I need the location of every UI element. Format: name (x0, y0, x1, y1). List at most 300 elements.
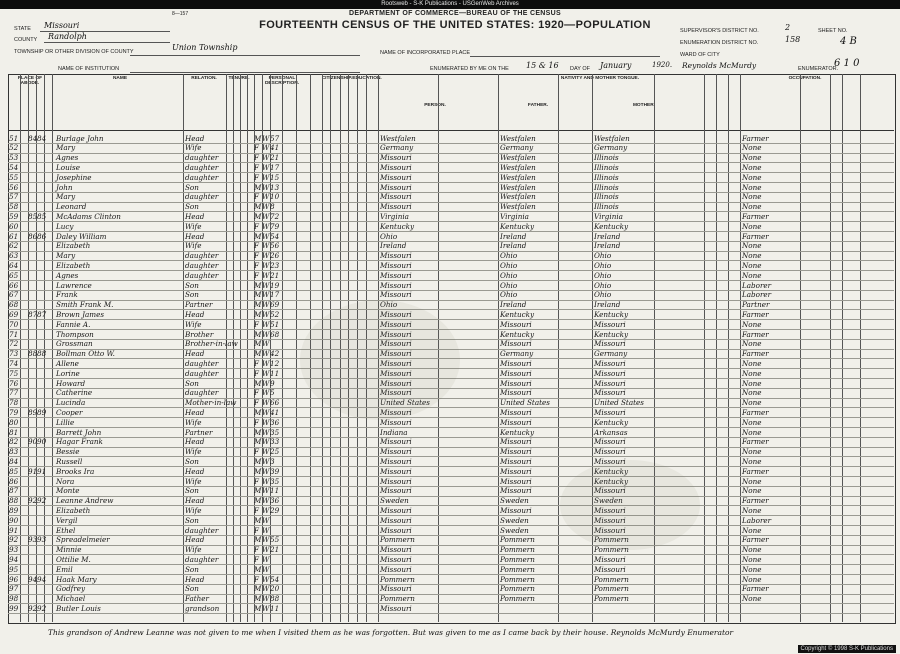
relation: Wife (185, 476, 202, 486)
father-birthplace: United States (500, 398, 550, 408)
race: W (262, 564, 270, 574)
person-name: Allene (56, 358, 79, 368)
person-name: Vergil (56, 515, 78, 525)
occupation: Farmer (742, 211, 769, 221)
mother-birthplace: Missouri (594, 554, 626, 564)
age: 17 (270, 290, 280, 300)
sex: M (254, 535, 262, 545)
father-birthplace: Pommern (500, 535, 535, 545)
row-number: 77 (9, 388, 19, 398)
sex: M (254, 378, 262, 388)
row-number: 58 (9, 202, 19, 212)
birthplace: Missouri (380, 260, 412, 270)
row-number: 99 (9, 603, 19, 613)
relation: daughter (185, 172, 219, 182)
sex: M (254, 603, 262, 613)
race: W (262, 162, 270, 172)
race: W (262, 407, 270, 417)
birthplace: Missouri (380, 417, 412, 427)
row-number: 66 (9, 280, 19, 290)
age: 23 (270, 260, 280, 270)
race: W (262, 378, 270, 388)
father-birthplace: Missouri (500, 486, 532, 496)
occupation: Farmer (742, 496, 769, 506)
col-place-of-abode: PLACE OF ABODE. (17, 76, 43, 86)
relation: Head (185, 309, 205, 319)
occupation: None (742, 172, 762, 182)
sex: M (254, 486, 262, 496)
relation: Head (185, 437, 205, 447)
father-birthplace: Missouri (500, 319, 532, 329)
sex: F (254, 398, 259, 408)
relation: Head (185, 231, 205, 241)
mother-birthplace: Missouri (594, 456, 626, 466)
mother-birthplace: Missouri (594, 339, 626, 349)
age: 19 (270, 280, 280, 290)
person-name: Monte (56, 486, 80, 496)
age: 3 (270, 456, 275, 466)
birthplace: Ohio (380, 231, 398, 241)
age: 25 (270, 447, 280, 457)
col-nativity: NATIVITY AND MOTHER TONGUE. (560, 76, 640, 81)
occupation: Farmer (742, 466, 769, 476)
sex: F (254, 221, 259, 231)
mother-birthplace: Missouri (594, 388, 626, 398)
mother-birthplace: Pommern (594, 594, 629, 604)
row-number: 57 (9, 192, 19, 202)
family-number: 92 (37, 603, 47, 613)
person-name: Lucinda (56, 398, 86, 408)
person-name: John (56, 182, 73, 192)
occupation: None (742, 143, 762, 153)
race: W (262, 339, 270, 349)
supervisor-label: SUPERVISOR'S DISTRICT NO. (680, 28, 759, 34)
mother-birthplace: Illinois (594, 153, 619, 163)
age: 88 (270, 594, 280, 604)
relation: Son (185, 182, 199, 192)
age: 21 (270, 270, 280, 280)
race: W (262, 319, 270, 329)
father-birthplace: Germany (500, 143, 534, 153)
birthplace: Missouri (380, 515, 412, 525)
mother-birthplace: Kentucky (594, 329, 629, 339)
occupation: None (742, 319, 762, 329)
col-tenure: TENURE. (228, 76, 250, 81)
mother-birthplace: Ohio (594, 260, 612, 270)
occupation: None (742, 447, 762, 457)
relation: Father (185, 594, 209, 604)
person-name: Burlage John (56, 133, 104, 143)
relation: Wife (185, 319, 202, 329)
row-number: 91 (9, 525, 19, 535)
family-number: 90 (37, 437, 47, 447)
race: W (262, 398, 270, 408)
row-number: 90 (9, 515, 19, 525)
relation: daughter (185, 192, 219, 202)
dwelling-number: 92 (28, 603, 38, 613)
birthplace: Missouri (380, 290, 412, 300)
father-birthplace: Germany (500, 349, 534, 359)
row-number: 54 (9, 162, 19, 172)
row-number: 69 (9, 309, 19, 319)
race: W (262, 584, 270, 594)
occupation: None (742, 202, 762, 212)
sex: M (254, 437, 262, 447)
person-name: Haak Mary (56, 574, 97, 584)
year-value: 1920. (652, 61, 673, 69)
age: 36 (270, 417, 280, 427)
birthplace: Missouri (380, 329, 412, 339)
person-name: Michael (56, 594, 86, 604)
sex: F (254, 270, 259, 280)
sex: F (254, 525, 259, 535)
person-name: Emil (56, 564, 73, 574)
enumerator-label: ENUMERATOR. (798, 66, 839, 72)
sex: F (254, 554, 259, 564)
father-birthplace: Missouri (500, 388, 532, 398)
race: W (262, 496, 270, 506)
occupation: Laborer (742, 290, 772, 300)
father-birthplace: Missouri (500, 407, 532, 417)
occupation: None (742, 417, 762, 427)
mother-birthplace: Missouri (594, 378, 626, 388)
county-value: Randolph (48, 32, 87, 41)
mother-birthplace: Germany (594, 143, 628, 153)
occupation: None (742, 545, 762, 555)
relation: daughter (185, 525, 219, 535)
age: 21 (270, 153, 280, 163)
mother-birthplace: Arkansas (594, 427, 628, 437)
relation: grandson (185, 603, 220, 613)
person-name: Barrett John (56, 427, 102, 437)
birthplace: Missouri (380, 319, 412, 329)
row-number: 98 (9, 594, 19, 604)
occupation: None (742, 182, 762, 192)
race: W (262, 466, 270, 476)
person-name: Elizabeth (56, 505, 91, 515)
month-value: January (600, 61, 632, 70)
relation: Head (185, 574, 205, 584)
row-number: 71 (9, 329, 19, 339)
age: 72 (270, 211, 280, 221)
sex: M (254, 329, 262, 339)
age: 20 (270, 584, 280, 594)
mother-birthplace: Kentucky (594, 309, 629, 319)
relation: Son (185, 515, 199, 525)
dwelling-number: 93 (28, 535, 38, 545)
occupation: Partner (742, 300, 770, 310)
occupation: None (742, 270, 762, 280)
row-number: 82 (9, 437, 19, 447)
age: 79 (270, 221, 280, 231)
row-number: 70 (9, 319, 19, 329)
family-number: 89 (37, 407, 47, 417)
mother-birthplace: Missouri (594, 437, 626, 447)
row-number: 56 (9, 182, 19, 192)
race: W (262, 231, 270, 241)
family-number: 86 (37, 231, 47, 241)
county-label: COUNTY (14, 37, 38, 43)
township-value: Union Township (172, 43, 238, 52)
person-name: Agnes (56, 153, 79, 163)
row-number: 76 (9, 378, 19, 388)
occupation: None (742, 427, 762, 437)
age: 26 (270, 251, 280, 261)
birthplace: Missouri (380, 358, 412, 368)
incorporated-label: NAME OF INCORPORATED PLACE (380, 50, 471, 56)
family-number: 87 (37, 309, 47, 319)
relation: Head (185, 407, 205, 417)
row-number: 67 (9, 290, 19, 300)
occupation: None (742, 241, 762, 251)
person-name: Frank (56, 290, 78, 300)
occupation: None (742, 378, 762, 388)
race: W (262, 202, 270, 212)
birthplace: Germany (380, 143, 414, 153)
row-number: 65 (9, 270, 19, 280)
father-birthplace: Missouri (500, 447, 532, 457)
race: W (262, 143, 270, 153)
occupation: None (742, 505, 762, 515)
age: 5 (270, 388, 275, 398)
person-name: Brown James (56, 309, 105, 319)
relation: Head (185, 349, 205, 359)
birthplace: Missouri (380, 407, 412, 417)
person-name: Leonard (56, 202, 87, 212)
person-name: Daley William (56, 231, 107, 241)
supervisor-value: 2 (785, 23, 791, 32)
mother-birthplace: Ireland (594, 300, 621, 310)
father-birthplace: Pommern (500, 584, 535, 594)
age: 66 (270, 398, 280, 408)
person-name: Cooper (56, 407, 83, 417)
occupation: None (742, 398, 762, 408)
birthplace: Missouri (380, 603, 412, 613)
birthplace: Missouri (380, 280, 412, 290)
sex: F (254, 368, 259, 378)
sheet-value: 4 B (840, 36, 857, 47)
age: 9 (270, 378, 275, 388)
age: 52 (270, 309, 280, 319)
row-number: 61 (9, 231, 19, 241)
race: W (262, 447, 270, 457)
dwelling-number: 88 (28, 349, 38, 359)
row-number: 60 (9, 221, 19, 231)
race: W (262, 554, 270, 564)
race: W (262, 329, 270, 339)
row-number: 87 (9, 486, 19, 496)
sex: M (254, 456, 262, 466)
mother-birthplace: Ohio (594, 280, 612, 290)
birthplace: Missouri (380, 172, 412, 182)
mother-birthplace: Kentucky (594, 476, 629, 486)
sex: F (254, 260, 259, 270)
relation: Brother (185, 329, 214, 339)
relation: daughter (185, 368, 219, 378)
occupation: Farmer (742, 349, 769, 359)
mother-birthplace: Missouri (594, 505, 626, 515)
father-birthplace: Kentucky (500, 329, 535, 339)
row-rule (8, 613, 894, 614)
col-citizenship: CITIZENSHIP. (321, 76, 353, 81)
father-birthplace: Westfalen (500, 153, 536, 163)
father-birthplace: Ohio (500, 251, 518, 261)
birthplace: Missouri (380, 192, 412, 202)
family-number: 92 (37, 496, 47, 506)
race: W (262, 427, 270, 437)
sex: M (254, 300, 262, 310)
sex: M (254, 202, 262, 212)
sex: F (254, 388, 259, 398)
race: W (262, 358, 270, 368)
department-title: DEPARTMENT OF COMMERCE—BUREAU OF THE CENSUS (349, 10, 561, 17)
person-name: Bessie (56, 447, 80, 457)
father-birthplace: Pommern (500, 574, 535, 584)
age: 55 (270, 535, 280, 545)
birthplace: Missouri (380, 456, 412, 466)
row-number: 72 (9, 339, 19, 349)
mother-birthplace: Missouri (594, 447, 626, 457)
mother-birthplace: Illinois (594, 202, 619, 212)
dwelling-number: 94 (28, 574, 38, 584)
col-relation: RELATION. (191, 76, 217, 81)
occupation: None (742, 153, 762, 163)
copyright: Copyright © 1998 S-K Publications (798, 645, 896, 653)
relation: Son (185, 290, 199, 300)
relation: Wife (185, 241, 202, 251)
row-number: 88 (9, 496, 19, 506)
father-birthplace: Sweden (500, 515, 529, 525)
dwelling-number: 85 (28, 211, 38, 221)
father-birthplace: Missouri (500, 417, 532, 427)
relation: Son (185, 456, 199, 466)
person-name: Smith Frank M. (56, 300, 114, 310)
person-name: Ethel (56, 525, 76, 535)
row-number: 74 (9, 358, 19, 368)
dwelling-number: 86 (28, 231, 38, 241)
relation: Head (185, 211, 205, 221)
relation: daughter (185, 260, 219, 270)
sex: F (254, 476, 259, 486)
relation: Wife (185, 545, 202, 555)
row-number: 83 (9, 447, 19, 457)
row-number: 89 (9, 505, 19, 515)
row-number: 94 (9, 554, 19, 564)
father-birthplace: Ohio (500, 270, 518, 280)
race: W (262, 251, 270, 261)
person-name: Agnes (56, 270, 79, 280)
page-title: FOURTEENTH CENSUS OF THE UNITED STATES: 1920—POPULATION (259, 19, 651, 31)
person-name: Thompson (56, 329, 94, 339)
relation: Head (185, 535, 205, 545)
row-number: 51 (9, 133, 19, 143)
sex: M (254, 427, 262, 437)
sex: M (254, 407, 262, 417)
birthplace: Missouri (380, 466, 412, 476)
sex: F (254, 162, 259, 172)
relation: Wife (185, 143, 202, 153)
sex: F (254, 358, 259, 368)
occupation: None (742, 554, 762, 564)
birthplace: Missouri (380, 554, 412, 564)
occupation: Farmer (742, 407, 769, 417)
occupation: None (742, 564, 762, 574)
birthplace: Ohio (380, 300, 398, 310)
father-birthplace: Kentucky (500, 221, 535, 231)
race: W (262, 574, 270, 584)
father-birthplace: Ohio (500, 280, 518, 290)
mother-birthplace: Westfalen (594, 133, 630, 143)
birthplace: Missouri (380, 162, 412, 172)
birthplace: United States (380, 398, 430, 408)
birthplace: Missouri (380, 525, 412, 535)
person-name: Lawrence (56, 280, 92, 290)
birthplace: Pommern (380, 574, 415, 584)
race: W (262, 535, 270, 545)
dwelling-number: 92 (28, 496, 38, 506)
father-birthplace: Pommern (500, 545, 535, 555)
sex: M (254, 466, 262, 476)
race: W (262, 153, 270, 163)
father-birthplace: Westfalen (500, 182, 536, 192)
sex: M (254, 496, 262, 506)
father-birthplace: Sweden (500, 525, 529, 535)
sex: F (254, 143, 259, 153)
sex: M (254, 182, 262, 192)
father-birthplace: Missouri (500, 505, 532, 515)
father-birthplace: Virginia (500, 211, 529, 221)
relation: daughter (185, 251, 219, 261)
enumerator-value: Reynolds McMurdy (682, 61, 757, 70)
day-of-label: DAY OF (570, 66, 590, 72)
township-label: TOWNSHIP OR OTHER DIVISION OF COUNTY (14, 49, 134, 55)
relation: daughter (185, 270, 219, 280)
state-value: Missouri (44, 21, 80, 30)
birthplace: Missouri (380, 153, 412, 163)
occupation: None (742, 260, 762, 270)
state-label: STATE (14, 26, 31, 32)
person-name: Butler Louis (56, 603, 101, 613)
mother-birthplace: Illinois (594, 182, 619, 192)
occupation: None (742, 358, 762, 368)
person-name: Ottilie M. (56, 554, 91, 564)
race: W (262, 270, 270, 280)
person-name: Brooks Ira (56, 466, 95, 476)
family-number: 84 (37, 133, 47, 143)
mother-birthplace: Illinois (594, 192, 619, 202)
age: 57 (270, 133, 280, 143)
father-birthplace: Kentucky (500, 427, 535, 437)
birthplace: Missouri (380, 564, 412, 574)
father-birthplace: Missouri (500, 456, 532, 466)
mother-birthplace: Germany (594, 349, 628, 359)
sex: F (254, 417, 259, 427)
relation: Head (185, 133, 205, 143)
birthplace: Indiana (380, 427, 408, 437)
father-birthplace: Westfalen (500, 192, 536, 202)
race: W (262, 594, 270, 604)
age: 11 (270, 486, 280, 496)
occupation: Farmer (742, 329, 769, 339)
occupation: Farmer (742, 437, 769, 447)
mother-birthplace: Virginia (594, 211, 623, 221)
person-name: Louise (56, 162, 80, 172)
person-name: Lorine (56, 368, 80, 378)
family-number: 88 (37, 349, 47, 359)
watermark-bar: Rootsweb - S-K Publications - USGenWeb Archives (0, 0, 900, 9)
sex: F (254, 545, 259, 555)
occupation: None (742, 221, 762, 231)
